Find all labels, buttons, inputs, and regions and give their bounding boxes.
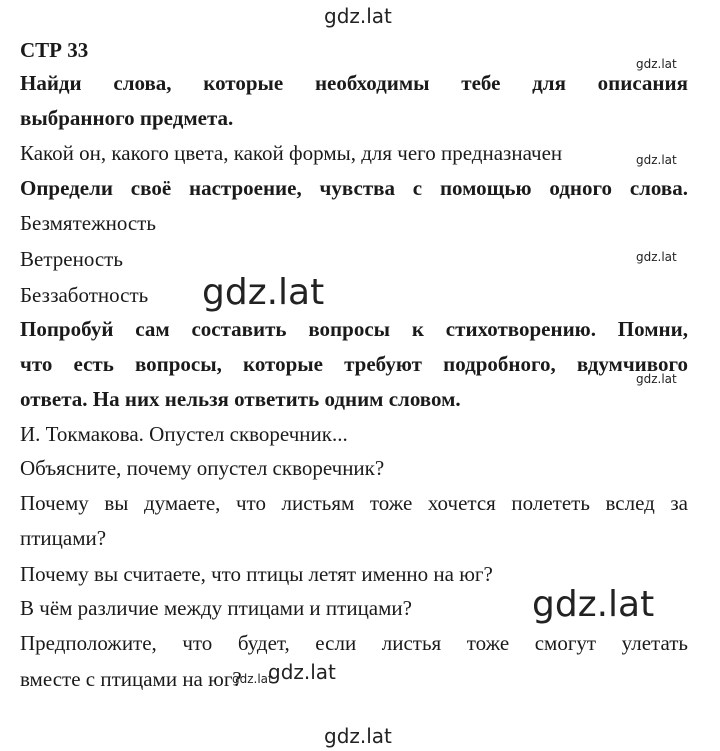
watermark-top: gdz.lat <box>324 4 392 28</box>
watermark-bottom: gdz.lat <box>324 724 392 748</box>
question-1: Объясните, почему опустел скворечник? <box>20 456 385 480</box>
watermark-small-3: gdz.lat <box>636 250 677 264</box>
question-2-line1: Почему вы думаете, что листьям тоже хочется полететь вслед за <box>20 491 688 515</box>
question-2-line2: птицами? <box>20 526 107 550</box>
task3-line3: ответа. На них нельзя ответить одним словом. <box>20 387 461 411</box>
answer2-word-3: Беззаботность <box>20 283 149 307</box>
question-3: Почему вы считаете, что птицы летят именно на юг? <box>20 562 493 586</box>
question-4: В чём различие между птицами и птицами? <box>20 596 412 620</box>
answer2-word-1: Безмятежность <box>20 211 156 235</box>
watermark-large-1: gdz.lat <box>202 272 325 313</box>
task2: Определи своё настроение, чувства с помощью одного слова. <box>20 176 688 200</box>
watermark-small-2: gdz.lat <box>636 153 677 167</box>
question-5-line2: вместе с птицами на юг? <box>20 667 242 691</box>
task1-line1: Найди слова, которые необходимы тебе для описания <box>20 71 688 95</box>
task3-line1: Попробуй сам составить вопросы к стихотворению. Помни, <box>20 317 688 341</box>
watermark-small-1: gdz.lat <box>636 57 677 71</box>
question-5-line1: Предположите, что будет, если листья тоже смогут улетать <box>20 631 688 655</box>
task1-line2: выбранного предмета. <box>20 106 234 130</box>
answer2-word-2: Ветреность <box>20 247 123 271</box>
task3-line2: что есть вопросы, которые требуют подробного, вдумчивого <box>20 352 688 376</box>
watermark-small-5: gdz.lat <box>232 672 273 686</box>
watermark-medium: gdz.lat <box>268 660 336 684</box>
watermark-large-2: gdz.lat <box>532 584 655 625</box>
watermark-small-4: gdz.lat <box>636 372 677 386</box>
poem-title: И. Токмакова. Опустел скворечник... <box>20 422 348 446</box>
answer1: Какой он, какого цвета, какой формы, для чего предназначен <box>20 141 563 165</box>
page-label: СТР 33 <box>20 38 89 62</box>
